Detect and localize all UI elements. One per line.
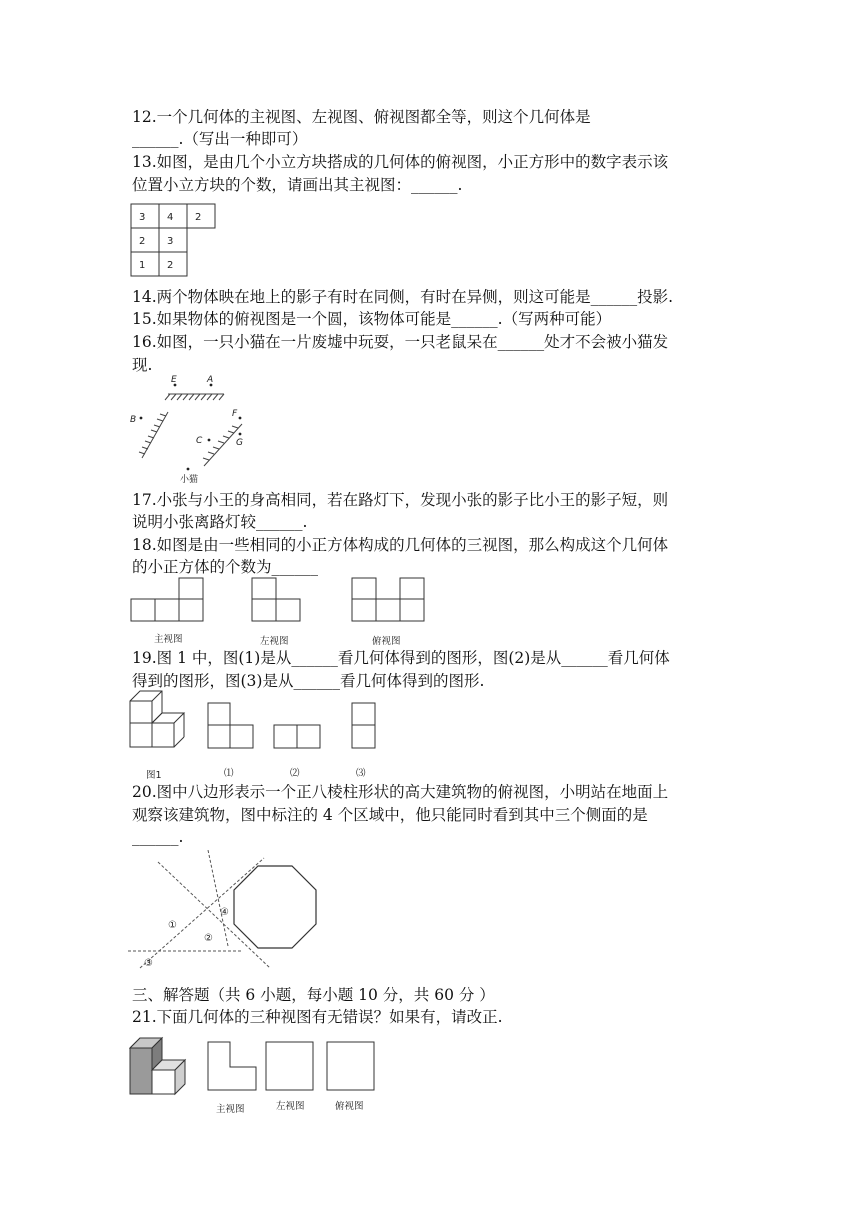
q18-line2: 的小正方体的个数为______ [132,558,319,576]
region-1: ① [168,920,177,931]
q16-ruins-figure [128,372,258,484]
label-c: C [196,436,203,446]
q19-solid-figure [129,689,189,751]
q20-line1: 20.图中八边形表示一个正八棱柱形状的高大建筑物的俯视图，小明站在地面上 [132,783,669,801]
region-2: ② [204,933,213,944]
q18-front-view [130,577,205,623]
q21-line1: 21.下面几何体的三种视图有无错误？如果有，请改正. [132,1008,503,1026]
q19-line2: 得到的图形，图(3)是从______看几何体得到的图形. [132,672,485,690]
q19-view-3 [351,702,377,750]
q19-line1: 19.图 1 中，图(1)是从______看几何体得到的图形，图(2)是从______看几何体 [132,649,670,667]
caption-view-2: ⑵ [290,768,300,779]
caption-top-view: 俯视图 [372,636,401,647]
caption-front-view: 主视图 [154,634,183,645]
q17-line1: 17.小张与小王的身高相同，若在路灯下，发现小张的影子比小王的影子短，则 [132,491,669,509]
label-b: B [130,415,137,425]
caption-q21-front: 主视图 [216,1104,245,1115]
grid-cell: 2 [167,260,174,271]
label-g: G [236,438,243,448]
section3-heading: 三、解答题（共 6 小题，每小题 10 分，共 60 分 ） [132,986,495,1004]
q16-line2: 现. [132,356,153,374]
q17-line2: 说明小张离路灯较______. [132,513,308,531]
caption-q21-left: 左视图 [276,1101,305,1112]
q13-line1: 13.如图，是由几个小立方块搭成的几何体的俯视图，小正方形中的数字表示该 [132,153,669,171]
caption-figure-1: 图1 [146,770,162,781]
grid-cell: 3 [139,212,146,223]
caption-view-1: ⑴ [224,768,234,779]
grid-cell: 3 [167,236,174,247]
q20-line2: 观察该建筑物，图中标注的 4 个区域中，他只能同时看到其中三个侧面的是 [132,806,648,824]
label-f: F [232,409,238,419]
region-3: ③ [144,958,153,969]
q19-view-2 [273,724,323,750]
q18-line1: 18.如图是由一些相同的小正方体构成的几何体的三视图，那么构成这个几何体 [132,536,669,554]
q21-left-view [265,1041,315,1093]
grid-cell: 2 [195,212,202,223]
q18-top-view [351,577,426,623]
q14-line1: 14.两个物体映在地上的影子有时在同侧，有时在异侧，则这可能是______投影. [132,288,674,306]
caption-view-3: ⑶ [356,768,366,779]
label-a: A [207,375,214,385]
caption-left-view: 左视图 [260,636,289,647]
grid-cell: 4 [167,212,174,223]
grid-cell: 1 [139,260,146,271]
q20-line3: ______. [132,828,184,846]
q18-left-view [251,577,303,623]
q12-line1: 12.一个几何体的主视图、左视图、俯视图都全等，则这个几何体是 [132,108,591,126]
q13-line2: 位置小立方块的个数，请画出其主视图：______. [132,176,463,194]
q20-octagon-figure [128,850,328,975]
q19-view-1 [207,702,257,750]
label-cat: 小猫 [180,475,199,484]
q21-front-view [207,1041,259,1093]
grid-cell: 2 [139,236,146,247]
q21-solid-figure [129,1036,191,1098]
q16-line1: 16.如图，一只小猫在一片废墟中玩耍，一只老鼠呆在______处才不会被小猫发 [132,333,669,351]
label-e: E [171,375,177,385]
q15-line1: 15.如果物体的俯视图是一个圆，该物体可能是______.（写两种可能） [132,310,612,328]
q13-topview-grid [130,203,220,279]
region-4: ④ [220,907,229,918]
caption-q21-top: 俯视图 [335,1101,364,1112]
q21-top-view [326,1041,376,1093]
q12-line2: ______.（写出一种即可） [132,130,308,148]
